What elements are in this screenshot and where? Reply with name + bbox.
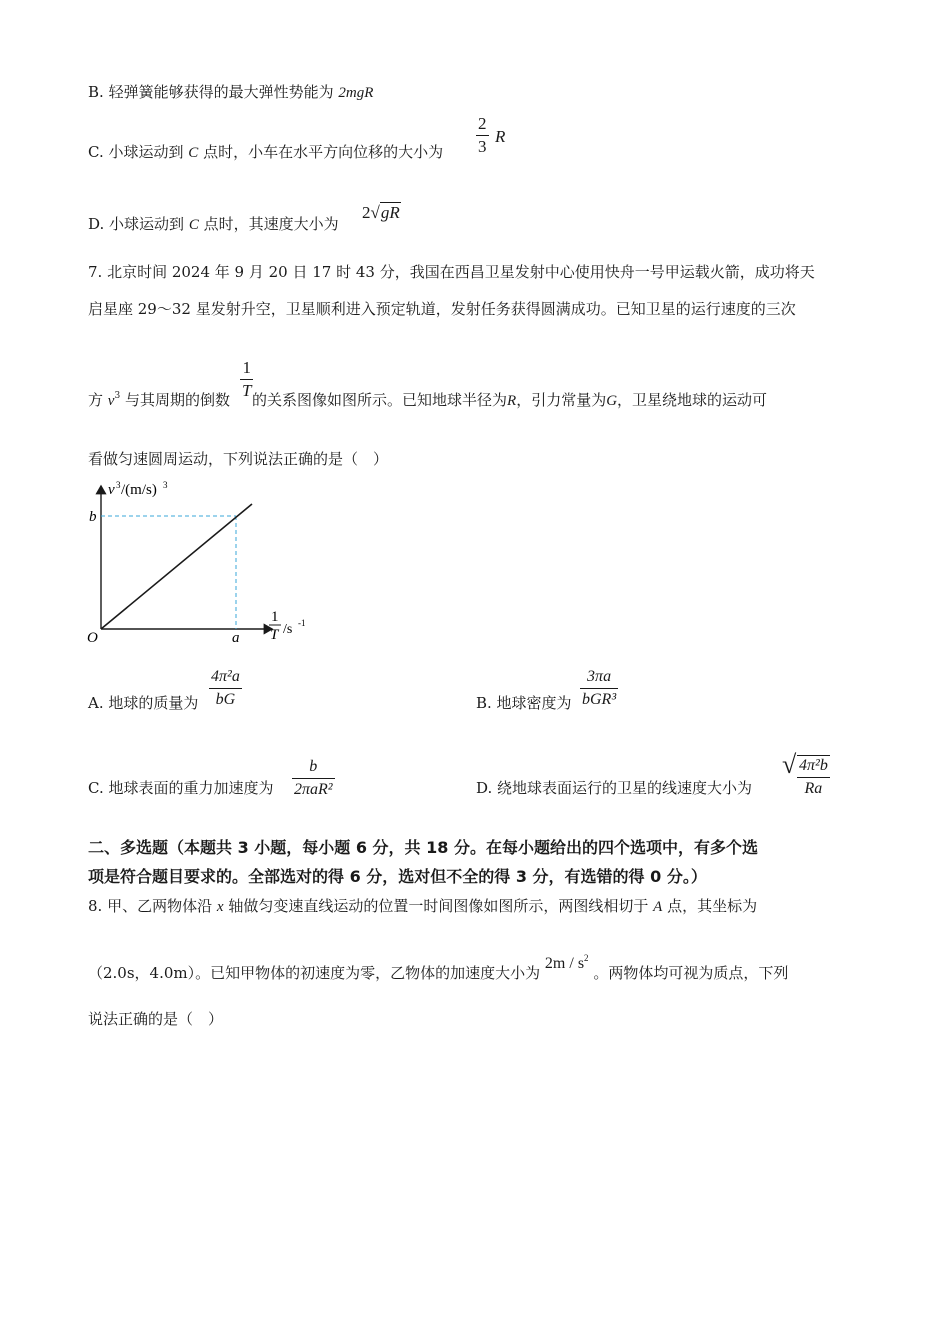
q7-line-3-e: ，卫星绕地球的运动可 [617, 391, 768, 409]
q8-line-3: 说法正确的是（ ） [88, 1010, 224, 1028]
q7-line-3-c: 的关系图像如图所示。已知地球半径为 [252, 391, 508, 409]
y-axis-unit-exp: 3 [163, 480, 168, 490]
q6-option-c-var: R [495, 127, 506, 146]
section-2-heading-line-1: 二、多选题（本题共 3 小题，每小题 6 分，共 18 分。在每小题给出的四个选项中，有多个选 [88, 838, 758, 857]
q6-option-d-radicand: gR [380, 203, 400, 222]
q8-line-1-a: 8. 甲、乙两物体沿 [88, 897, 213, 915]
q6-option-c [88, 142, 443, 163]
q7-v: v [107, 393, 115, 409]
q6-option-d-label: D. [88, 215, 105, 233]
q7-option-a-den: bG [215, 691, 236, 708]
q6-option-c-frac-num: 2 [476, 114, 489, 136]
q7-line-3 [88, 386, 767, 411]
y-axis-exp: 3 [116, 480, 121, 490]
q8-line-2 [88, 953, 789, 984]
q6-option-c-text-b: 点时，小车在水平方向位移的大小为 [203, 143, 444, 161]
q6-option-d-point: C [188, 217, 199, 233]
q6-option-c-frac-den: 3 [478, 137, 487, 156]
q7-option-b-fraction [580, 667, 618, 710]
q7-R: R [507, 393, 517, 409]
q7-line-3-b: 与其周期的倒数 [124, 391, 230, 409]
q6-option-d-text-a: 小球运动到 [109, 215, 185, 233]
q6-option-d [88, 214, 339, 235]
q7-option-d: D. 绕地球表面运行的卫星的线速度大小为 [476, 779, 753, 797]
q7-line-3-a: 方 [88, 391, 104, 409]
q7-inverse-period-fraction [240, 358, 253, 401]
q6-option-d-coef: 2 [362, 203, 371, 222]
q8-accel-unit: $2m / s^2$ [544, 953, 589, 972]
q6-option-d-text-b: 点时，其速度大小为 [203, 215, 339, 233]
q6-option-c-point: C [188, 145, 199, 161]
q6-option-c-label: C. [88, 143, 104, 161]
q7-line-1: 7. 北京时间 2024 年 9 月 20 日 17 时 43 分，我国在西昌卫星发射中心使用快舟一号甲运载火箭，成功将天 [88, 263, 815, 281]
q7-option-b-den: bGR³ [582, 691, 617, 708]
q8-line-1-b: 轴做匀变速直线运动的位置一时间图像如图所示，两图线相切于 [228, 897, 649, 915]
q7-option-c-num: b [292, 757, 335, 779]
q6-option-b-text: 轻弹簧能够获得的最大弹性势能为 [108, 83, 334, 101]
q8-line-1-c: 点，其坐标为 [667, 897, 758, 915]
y-tick-b: b [89, 509, 97, 525]
q7-line-3-d: ，引力常量为 [516, 391, 607, 409]
q6-option-b [88, 82, 373, 103]
q7-option-b-num: 3πa [580, 667, 618, 689]
x-tick-a: a [232, 630, 240, 646]
y-axis-label: v [108, 482, 115, 498]
q8-x: x [216, 899, 224, 915]
q7-option-d-fraction [797, 755, 830, 799]
q7-option-a-num: 4π²a [209, 667, 242, 689]
q6-option-c-text-a: 小球运动到 [108, 143, 184, 161]
y-axis-unit: /(m/s) [121, 482, 157, 498]
q7-option-d-num: 4π²b [797, 756, 830, 778]
q7-option-a-fraction [209, 667, 242, 710]
q7-line-2: 启星座 29～32 星发射升空，卫星顺利进入预定轨道，发射任务获得圆满成功。已知卫星的运行速度的三次 [88, 300, 796, 318]
q7-option-c-den: 2πaR² [294, 781, 333, 798]
q8-line-2-b: 。两物体均可视为质点，下列 [593, 964, 789, 982]
q7-G: G [606, 393, 618, 409]
q8-line-2-a: （2.0s，4.0m）。已知甲物体的初速度为零，乙物体的加速度大小为 [88, 964, 541, 982]
q7-option-d-den: Ra [804, 780, 823, 797]
radical-sign-icon: √ [782, 750, 797, 779]
radical-sign-icon: √ [370, 203, 380, 222]
q6-option-c-fraction [476, 114, 489, 157]
q7-frac-num: 1 [240, 358, 253, 380]
q7-option-b: B. 地球密度为 [476, 694, 572, 712]
q7-frac-den: T [242, 381, 252, 400]
q6-option-b-value: 2mgR [338, 85, 374, 101]
q7-graph [84, 478, 324, 648]
q6-option-b-label: B. [88, 83, 104, 101]
data-line [101, 504, 252, 629]
section-2-heading-line-2: 项是符合题目要求的。全部选对的得 6 分，选对但不全的得 3 分，有选错的得 0 分。） [88, 867, 707, 886]
q8-A: A [653, 899, 663, 915]
q7-option-a: A. 地球的质量为 [88, 694, 199, 712]
q7-option-c-fraction [292, 757, 335, 800]
q7-v-exp: 3 [114, 391, 121, 401]
q7-line-4: 看做匀速圆周运动，下列说法正确的是（ ） [88, 450, 389, 468]
q7-option-c: C. 地球表面的重力加速度为 [88, 779, 274, 797]
q8-line-1 [88, 896, 757, 917]
q6-option-d-sqrt [362, 203, 401, 223]
origin-label: O [87, 630, 98, 646]
x-axis-unit-exp: -1 [298, 618, 306, 628]
x-axis-unit: /s [283, 622, 293, 637]
x-axis-den: T [270, 627, 279, 643]
x-axis-num: 1 [271, 609, 279, 625]
